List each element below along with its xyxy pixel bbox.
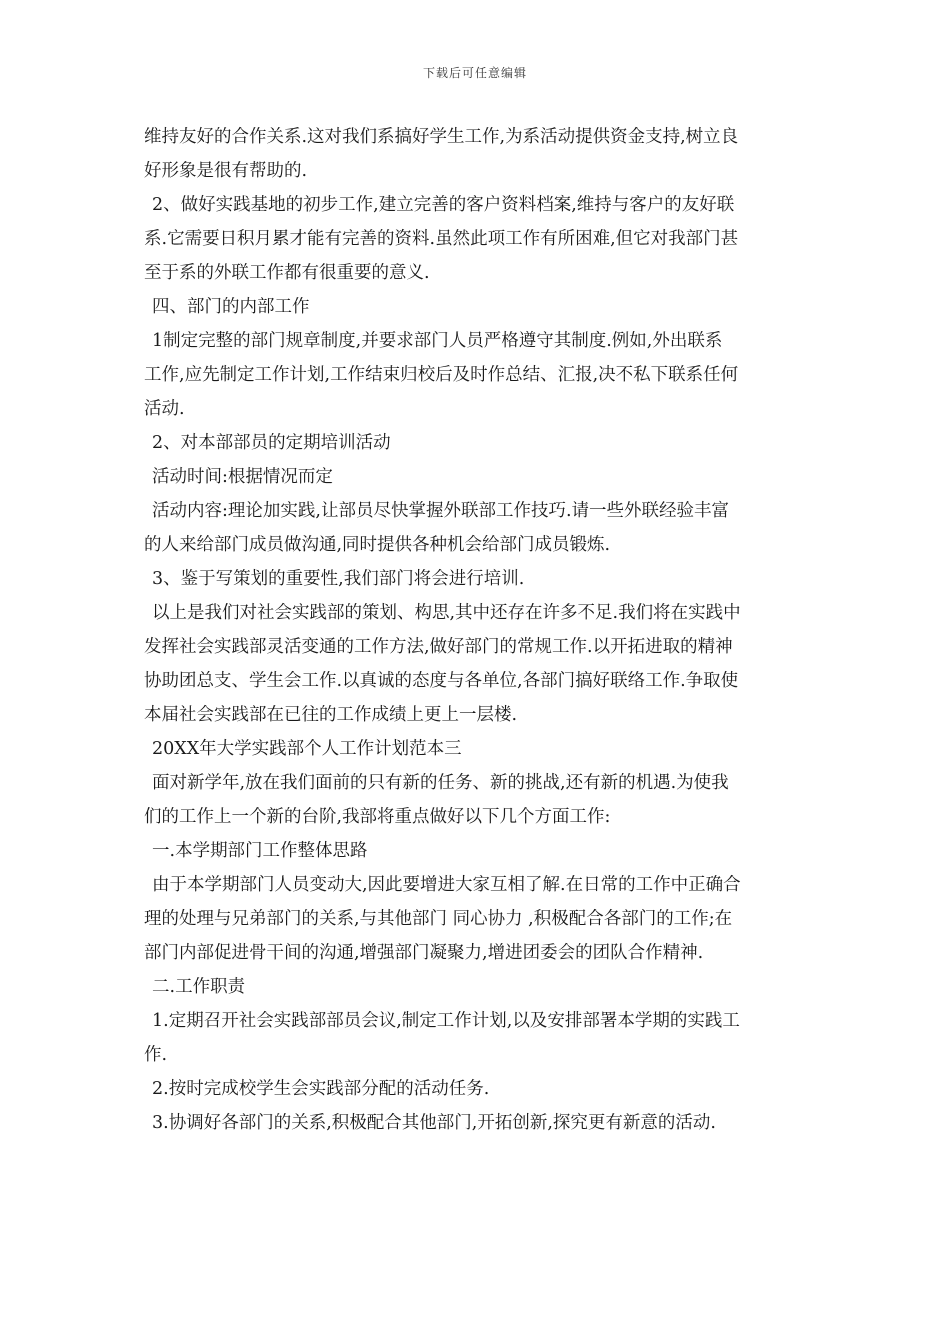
text-line: 由于本学期部门人员变动大,因此要增进大家互相了解.在日常的工作中正确合	[152, 875, 741, 895]
text-line: 1.定期召开社会实践部部员会议,制定工作计划,以及安排部署本学期的实践工	[152, 1011, 740, 1031]
text-line: 一.本学期部门工作整体思路	[152, 841, 368, 861]
text-line: 20XX年大学实践部个人工作计划范本三	[152, 739, 462, 759]
document-body	[144, 120, 814, 1140]
text-line: 活动时间:根据情况而定	[152, 467, 333, 487]
page-header-note: 下载后可任意编辑	[422, 66, 527, 80]
text-line: 2、对本部部员的定期培训活动	[152, 433, 391, 453]
text-line: 至于系的外联工作都有很重要的意义.	[144, 263, 430, 283]
text-line: 2.按时完成校学生会实践部分配的活动任务.	[152, 1079, 490, 1099]
text-line: 1制定完整的部门规章制度,并要求部门人员严格遵守其制度.例如,外出联系	[152, 331, 723, 351]
text-line: 发挥社会实践部灵活变通的工作方法,做好部门的常规工作.以开拓进取的精神	[144, 637, 733, 657]
text-line: 3、鉴于写策划的重要性,我们部门将会进行培训.	[152, 569, 525, 589]
text-line: 工作,应先制定工作计划,工作结束归校后及时作总结、汇报,决不私下联系任何	[144, 365, 739, 385]
text-line: 2、做好实践基地的初步工作,建立完善的客户资料档案,维持与客户的友好联	[152, 195, 735, 215]
text-line: 以上是我们对社会实践部的策划、构思,其中还存在许多不足.我们将在实践中	[152, 603, 741, 623]
text-line: 理的处理与兄弟部门的关系,与其他部门 同心协力 ,积极配合各部门的工作;在	[144, 909, 733, 929]
text-line: 本届社会实践部在已往的工作成绩上更上一层楼.	[144, 705, 518, 725]
text-line: 面对新学年,放在我们面前的只有新的任务、新的挑战,还有新的机遇.为使我	[152, 773, 729, 793]
text-line: 维持友好的合作关系.这对我们系搞好学生工作,为系活动提供资金支持,树立良	[144, 127, 739, 147]
text-line: 活动.	[144, 399, 185, 419]
text-line: 系.它需要日积月累才能有完善的资料.虽然此项工作有所困难,但它对我部门甚	[144, 229, 739, 249]
text-line: 四、部门的内部工作	[152, 297, 310, 317]
text-line: 们的工作上一个新的台阶,我部将重点做好以下几个方面工作:	[144, 807, 611, 827]
text-line: 的人来给部门成员做沟通,同时提供各种机会给部门成员锻炼.	[144, 535, 611, 555]
text-line: 活动内容:理论加实践,让部员尽快掌握外联部工作技巧.请一些外联经验丰富	[152, 501, 730, 521]
text-line: 协助团总支、学生会工作.以真诚的态度与各单位,各部门搞好联络工作.争取使	[144, 671, 739, 691]
text-line: 作.	[144, 1045, 168, 1065]
text-line: 二.工作职责	[152, 977, 246, 997]
text-line: 3.协调好各部门的关系,积极配合其他部门,开拓创新,探究更有新意的活动.	[152, 1113, 716, 1133]
text-line: 部门内部促进骨干间的沟通,增强部门凝聚力,增进团委会的团队合作精神.	[144, 943, 704, 963]
text-line: 好形象是很有帮助的.	[144, 161, 308, 181]
